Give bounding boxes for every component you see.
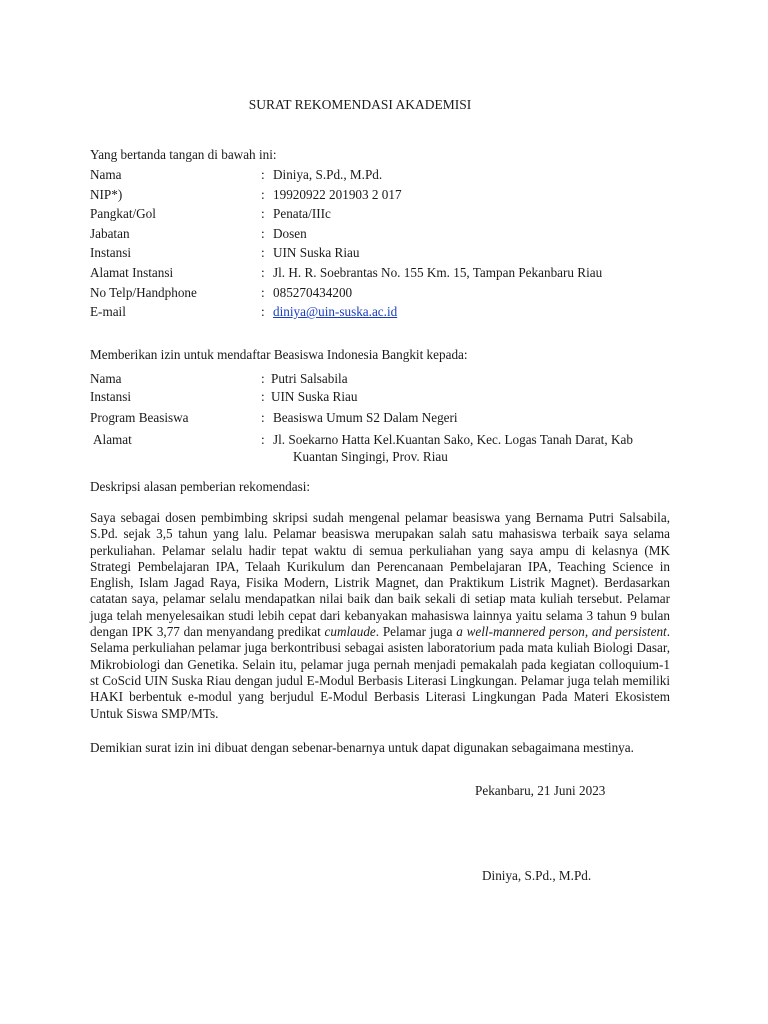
field-label: Alamat Instansi — [90, 264, 174, 280]
field-value: Jl. H. R. Soebrantas No. 155 Km. 15, Tampan Pekanbaru Riau — [273, 264, 603, 280]
field-label: Instansi — [90, 389, 132, 404]
field-value-line2: Kuantan Singingi, Prov. Riau — [293, 449, 448, 464]
field-value: Putri Salsabila — [271, 371, 348, 386]
field-colon: : — [261, 389, 265, 404]
paragraph-italic-cumlaude: cumlaude — [324, 624, 376, 640]
field-label: Instansi — [90, 245, 132, 261]
field-label: No Telp/Handphone — [90, 284, 197, 300]
email-link[interactable]: diniya@uin-suska.ac.id — [273, 304, 398, 320]
field-colon: : — [261, 245, 265, 261]
recommendation-paragraph — [90, 510, 670, 722]
intro-text: Yang bertanda tangan di bawah ini: — [90, 147, 277, 162]
applicant-row-instansi — [90, 388, 670, 406]
field-colon: : — [261, 225, 265, 241]
field-value: 085270434200 — [273, 284, 353, 300]
applicant-row-program — [90, 409, 670, 427]
field-value: 19920922 201903 2 017 — [273, 186, 402, 202]
field-value: Jl. Soekarno Hatta Kel.Kuantan Sako, Kec. Logas Tanah Darat, Kab — [273, 432, 633, 447]
applicant-row-nama — [90, 370, 670, 388]
recommender-row-nip — [90, 185, 670, 205]
paragraph-text-2: . Pelamar juga — [375, 624, 457, 640]
recommender-row-jabatan — [90, 224, 670, 244]
field-colon: : — [261, 410, 265, 425]
field-label: Program Beasiswa — [90, 410, 189, 425]
field-label: Pangkat/Gol — [90, 206, 156, 222]
field-value: Penata/IIIc — [273, 206, 331, 222]
applicant-details — [90, 370, 670, 465]
paragraph-italic-character: a well-mannered person, and persistent — [456, 624, 667, 640]
field-label: Alamat — [93, 432, 132, 447]
description-heading: Deskripsi alasan pemberian rekomendasi: — [90, 479, 311, 494]
field-value: UIN Suska Riau — [273, 245, 360, 261]
field-colon: : — [261, 284, 265, 300]
field-value: Dosen — [273, 225, 307, 241]
field-label: Jabatan — [90, 225, 130, 241]
field-label: Nama — [90, 167, 122, 182]
closing-statement: Demikian surat izin ini dibuat dengan sebenar-benarnya untuk dapat digunakan sebagaimana mestinya. — [90, 740, 634, 755]
recommender-row-pangkat — [90, 204, 670, 224]
field-value: UIN Suska Riau — [271, 389, 358, 404]
field-colon: : — [261, 206, 265, 222]
recommender-details — [90, 165, 670, 322]
paragraph-text-3: . Selama perkuliahan pelamar juga berkontribusi sebagai asisten laboratorium pada mata kuliah Biologi Dasar, Mikrobiologi dan Genetika. Selain itu, pelamar juga pernah menjadi pemakalah pada kegiatan colloquium-1 st CoScid UIN Suska Riau dengan judul E-Modul Berbasis Literasi Lingkungan. Pelamar juga telah memiliki HAKI berbentuk e-modul yang berjudul E-Modul Berbasis Literasi Lingkungan Pada Materi Ekosistem Untuk Siswa SMP/MTs. — [90, 624, 670, 721]
place-date: Pekanbaru, 21 Juni 2023 — [475, 783, 606, 798]
permission-text: Memberikan izin untuk mendaftar Beasiswa Indonesia Bangkit kepada: — [90, 347, 468, 362]
signatory-name: Diniya, S.Pd., M.Pd. — [482, 868, 592, 883]
recommender-row-alamat-instansi — [90, 263, 670, 283]
field-colon: : — [261, 371, 265, 386]
field-colon: : — [261, 264, 265, 280]
recommender-row-nama — [90, 165, 670, 185]
recommender-row-email — [90, 302, 670, 322]
letter-title: SURAT REKOMENDASI AKADEMISI — [248, 97, 472, 112]
field-value: Beasiswa Umum S2 Dalam Negeri — [273, 410, 458, 425]
recommender-row-instansi — [90, 243, 670, 263]
field-colon: : — [261, 167, 265, 182]
field-label: Nama — [90, 371, 122, 386]
applicant-row-alamat — [90, 431, 670, 465]
field-label: NIP*) — [90, 186, 123, 202]
field-colon: : — [261, 186, 265, 202]
recommender-row-telp — [90, 283, 670, 303]
field-value: Diniya, S.Pd., M.Pd. — [273, 167, 383, 182]
field-label: E-mail — [90, 304, 126, 320]
field-colon: : — [261, 432, 265, 447]
paragraph-text-1: Saya sebagai dosen pembimbing skripsi sudah mengenal pelamar beasiswa yang Bernama Putri Salsabila, S.Pd. sejak 3,5 tahun yang lalu. Pelamar beasiswa merupakan salah satu mahasiswa terbaik saya selama perkuliahan. Pelamar selalu hadir tepat waktu di semua perkuliahan yang saya ampu di kelasnya (MK Strategi Pembelajaran IPA, Telaah Kurikulum dan Perencanaan Pembelajaran IPA, Teaching Science in English, Islam Jagad Raya, Fisika Modern, Listrik Magnet, dan Praktikum Listrik Magnet). Berdasarkan catatan saya, pelamar selalu mendapatkan nilai baik dan baik sekali di setiap mata kuliah tersebut. Pelamar juga telah menyelesaikan studi lebih cepat dari kebanyakan mahasiswa lainnya yaitu selama 3 tahun 9 bulan dengan IPK 3,77 dan menyandang predikat — [90, 510, 670, 640]
field-colon: : — [261, 304, 265, 320]
